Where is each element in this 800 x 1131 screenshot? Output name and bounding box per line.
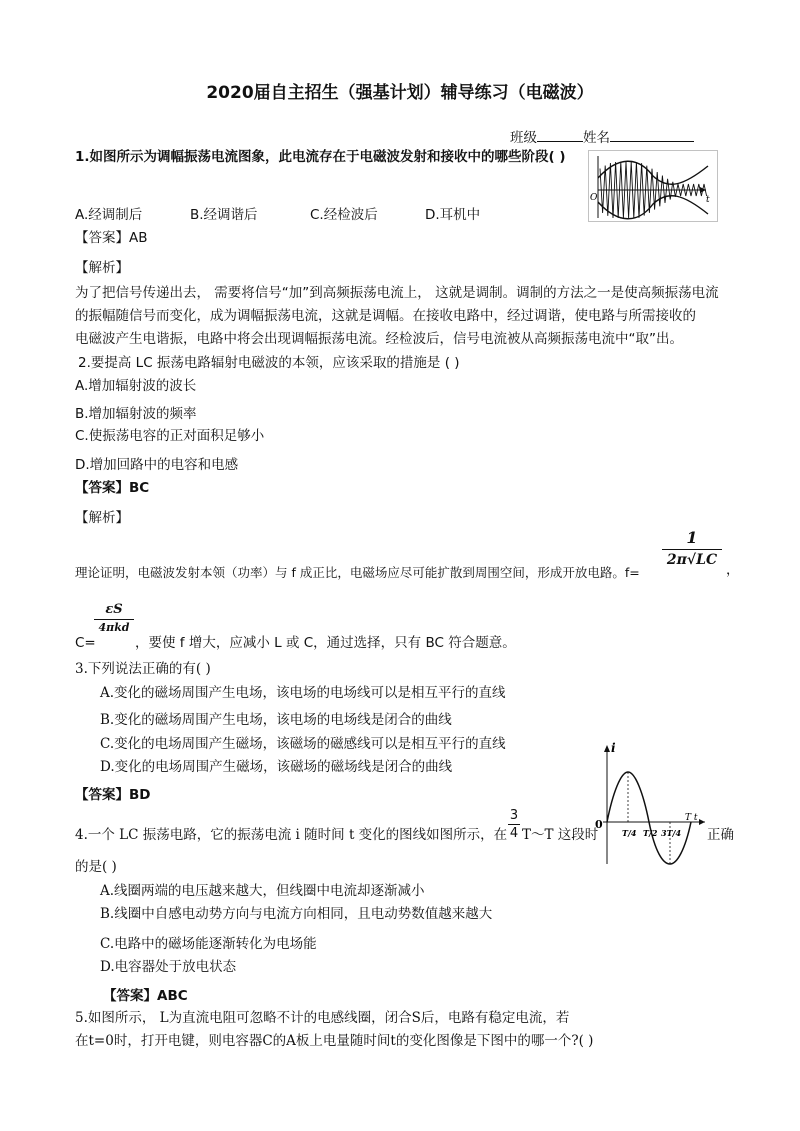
q3-option-c: C.变化的电场周围产生磁场，该磁场的磁感线可以是相互平行的直线 [100, 736, 506, 752]
q2-option-a: A.增加辐射波的波长 [75, 378, 197, 394]
formula-c [94, 602, 134, 635]
q2-option-d: D.增加回路中的电容和电感 [75, 457, 239, 473]
q2-stem: 2.要提高 LC 振荡电路辐射电磁波的本领，应该采取的措施是 ( ) [78, 355, 460, 371]
q3-option-b: B.变化的磁场周围产生电场，该电场的电场线是闭合的曲线 [100, 712, 452, 728]
q4-figure [593, 742, 711, 866]
q5-stem-line-2: 在t=0时，打开电键，则电容器C的A板上电量随时间t的变化图像是下图中的哪一个?( ) [75, 1033, 594, 1049]
c-prefix: C= [75, 635, 96, 651]
formula-f-numerator: 1 [686, 528, 698, 547]
q1-analysis-line-1: 为了把信号传递出去， 需要将信号“加”到高频振荡电流上， 这就是调制。调制的方法之一是使高频振荡电流 [75, 285, 719, 301]
q4-option-a: A.线圈两端的电压越来越大，但线圈中电流却逐渐减小 [100, 883, 425, 899]
oscillation-current-graph [593, 742, 711, 866]
q1-option-a: A.经调制后 [75, 207, 143, 223]
name-label: 姓名 [583, 130, 610, 146]
q4-stem-part-b: T～T 这段时 [522, 827, 599, 843]
q4-i-label: i [611, 742, 616, 755]
q4-tick-t4: T/4 [622, 828, 637, 838]
q4-fraction [508, 808, 520, 841]
q3-option-a: A.变化的磁场周围产生电场，该电场的电场线可以是相互平行的直线 [100, 685, 506, 701]
q1-figure [588, 150, 718, 222]
q1-option-d: D.耳机中 [425, 207, 481, 223]
q2-analysis-line-2: ，要使 f 增大，应减小 L 或 C，通过选择，只有 BC 符合题意。 [135, 635, 516, 651]
q4-option-c: C.电路中的磁场能逐渐转化为电场能 [100, 936, 317, 952]
q1-origin-label: O [590, 193, 598, 203]
name-blank[interactable] [610, 127, 694, 142]
q1-answer: 【答案】AB [75, 230, 148, 246]
q1-stem: 1.如图所示为调幅振荡电流图象，此电流存在于电磁波发射和接收中的哪些阶段( ) [75, 149, 566, 165]
q4-stem-part-c: 正确 [707, 827, 734, 843]
q1-option-b: B.经调谐后 [190, 207, 258, 223]
q3-option-d: D.变化的电场周围产生磁场，该磁场的磁场线是闭合的曲线 [100, 759, 453, 775]
formula-c-denominator: 4πkd [98, 621, 130, 634]
q3-stem: 3.下列说法正确的有( ) [75, 661, 211, 677]
q4-origin-label: 0 [595, 818, 603, 831]
q4-stem-part-a: 4.一个 LC 振荡电路，它的振荡电流 i 随时间 t 变化的图线如图所示，在 [75, 827, 508, 843]
q4-fraction-numerator: 3 [509, 808, 519, 823]
q4-fraction-denominator: 4 [509, 826, 519, 841]
q2-option-b: B.增加辐射波的频率 [75, 406, 197, 422]
q4-stem-line-2: 的是( ) [75, 859, 117, 875]
q1-analysis-line-3: 电磁波产生电谐振，电路中将会出现调幅振荡电流。经检波后，信号电流被从高频振荡电流中“取”出。 [75, 331, 683, 347]
q1-option-c: C.经检波后 [310, 207, 378, 223]
q1-analysis-line-2: 的振幅随信号而变化，成为调幅振荡电流，这就是调幅。在接收电路中，经过调谐，使电路与所需接收的 [75, 308, 696, 324]
q4-tick-t2: T/2 [643, 828, 658, 838]
q3-answer: 【答案】BD [75, 787, 151, 803]
class-label: 班级 [510, 130, 537, 146]
q4-t-label: T t [685, 813, 698, 823]
q2-option-c: C.使振荡电容的正对面积足够小 [75, 428, 265, 444]
formula-f-denominator: 2π√LC [666, 552, 718, 568]
am-wave-graph [588, 150, 718, 222]
q4-option-d: D.电容器处于放电状态 [100, 959, 237, 975]
formula-f [662, 528, 722, 569]
q1-t-label: t [706, 195, 710, 205]
q2-analysis-label: 【解析】 [75, 510, 129, 526]
q4-option-b: B.线圈中自感电动势方向与电流方向相同，且电动势数值越来越大 [100, 906, 493, 922]
q2-analysis-line-1: 理论证明，电磁波发射本领（功率）与 f 成正比，电磁场应尽可能扩散到周围空间，形成开放电路。f= [75, 565, 640, 580]
formula-comma: ， [726, 562, 740, 578]
q1-analysis-label: 【解析】 [75, 260, 129, 276]
q5-stem-line-1: 5.如图所示， L为直流电阻可忽略不计的电感线圈，闭合S后，电路有稳定电流，若 [75, 1010, 570, 1026]
q4-answer: 【答案】ABC [103, 988, 188, 1004]
page-title: 2020届自主招生（强基计划）辅导练习（电磁波） [206, 83, 594, 103]
q2-answer: 【答案】BC [75, 480, 150, 496]
class-blank[interactable] [537, 127, 583, 142]
class-name-fields [510, 127, 694, 148]
formula-c-numerator: εS [105, 602, 123, 617]
q4-tick-3t4: 3T/4 [661, 828, 682, 838]
